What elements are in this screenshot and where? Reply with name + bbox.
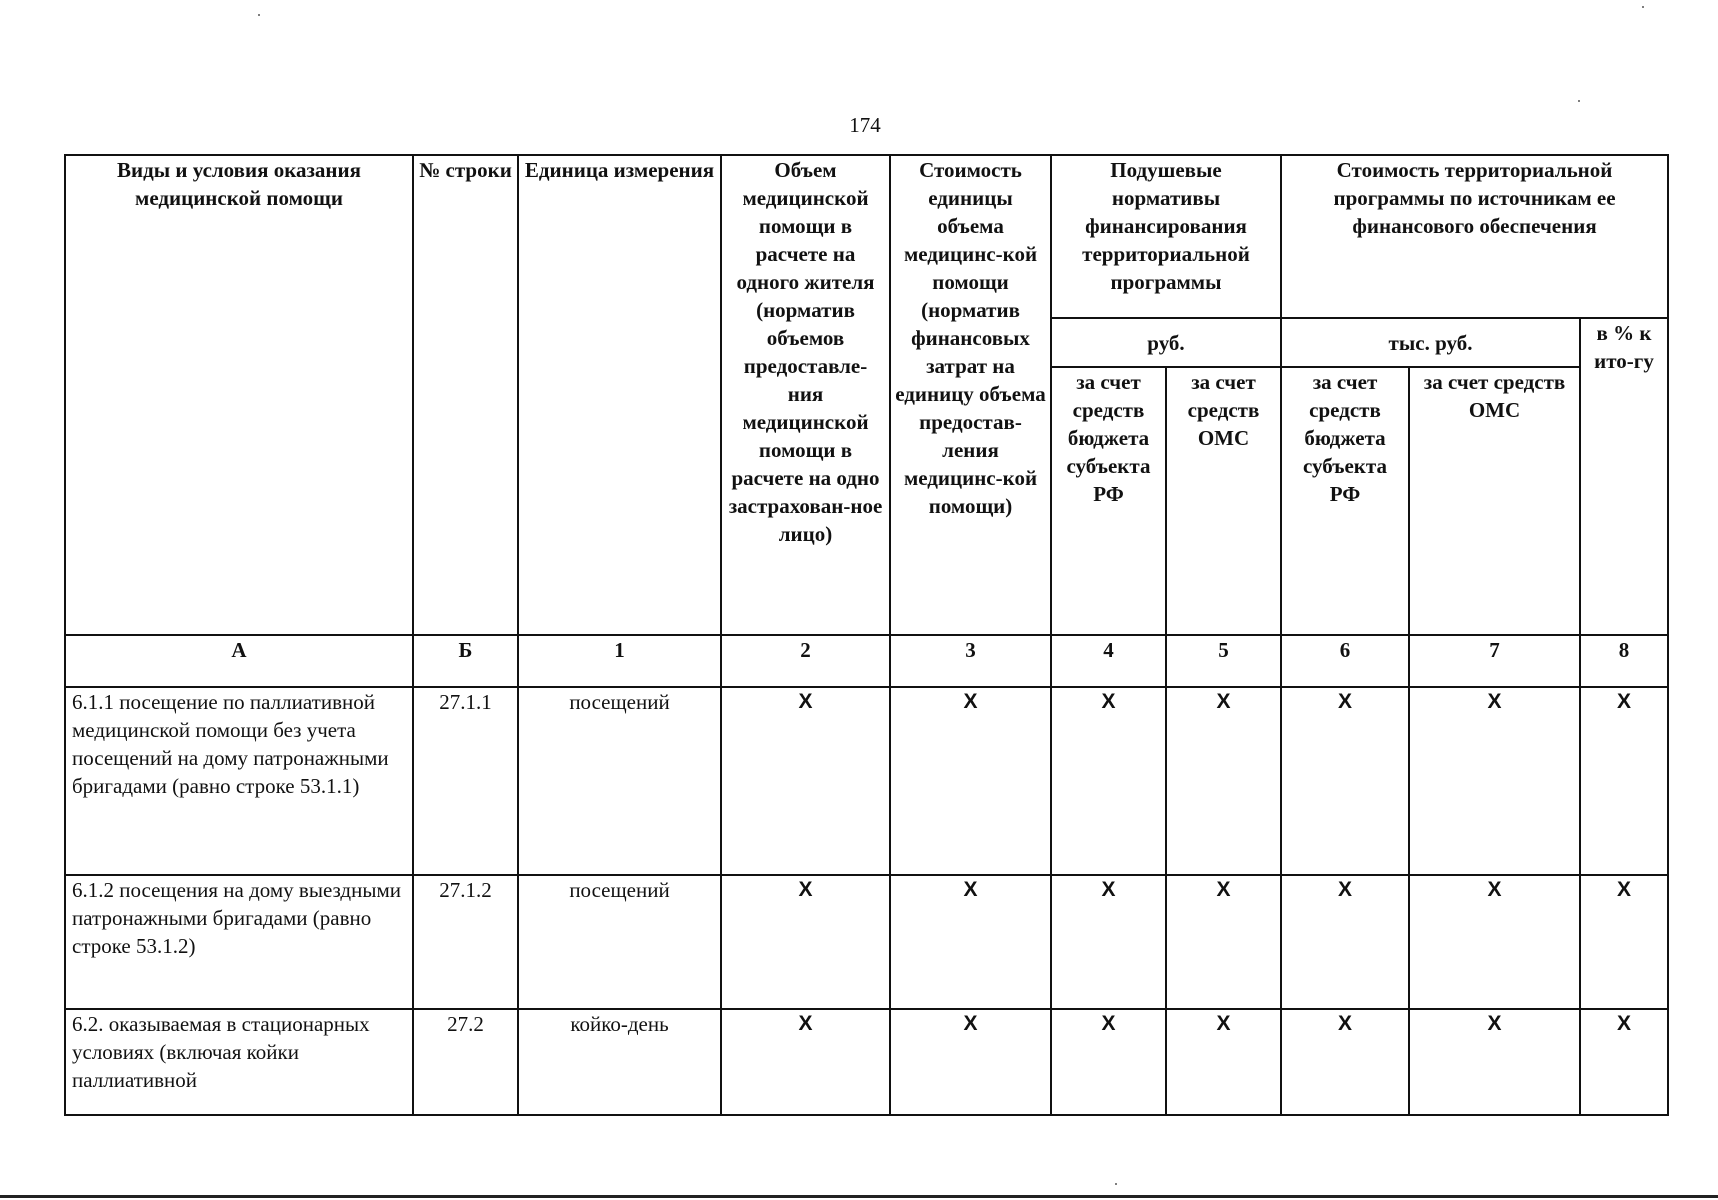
index-cell: 3 (890, 635, 1051, 687)
table-header (65, 155, 1668, 635)
scan-speck (1642, 6, 1644, 8)
value-cell: Х (721, 687, 890, 875)
value-cell: Х (890, 687, 1051, 875)
row-unit: посещений (518, 687, 721, 875)
value-cell: Х (1051, 687, 1166, 875)
row-number: 27.1.2 (413, 875, 518, 1009)
header-volume: Объем медицинской помощи в расчете на одного жителя (норматив объемов предоставле-ния медицинской помощи в расчете на одно застрахован-ное лицо) (721, 155, 890, 635)
header-oms-7: за счет средств ОМС (1409, 367, 1580, 635)
row-number: 27.2 (413, 1009, 518, 1115)
header-budget-rf-6: за счет средств бюджета субъекта РФ (1281, 367, 1409, 635)
header-thous-rub: тыс. руб. (1281, 318, 1580, 367)
value-cell: Х (721, 1009, 890, 1115)
index-cell: 4 (1051, 635, 1166, 687)
row-number: 27.1.1 (413, 687, 518, 875)
value-cell: Х (1166, 1009, 1281, 1115)
row-name: 6.2. оказываемая в стационарных условиях (включая койки паллиативной (65, 1009, 413, 1115)
header-unit: Единица измерения (518, 155, 721, 635)
header-kind: Виды и условия оказания медицинской помощи (65, 155, 413, 635)
header-per-capita: Подушевые нормативы финансирования территориальной программы (1051, 155, 1281, 318)
value-cell: Х (1166, 687, 1281, 875)
value-cell: Х (890, 1009, 1051, 1115)
index-cell: 5 (1166, 635, 1281, 687)
table-row (65, 687, 1668, 875)
value-cell: Х (1051, 875, 1166, 1009)
row-name: 6.1.1 посещение по паллиативной медицинской помощи без учета посещений на дому патронажными бригадами (равно строке 53.1.1) (65, 687, 413, 875)
index-cell: 7 (1409, 635, 1580, 687)
header-program-cost: Стоимость территориальной программы по источникам ее финансового обеспечения (1281, 155, 1668, 318)
value-cell: Х (721, 875, 890, 1009)
value-cell: Х (1409, 1009, 1580, 1115)
column-index-row (65, 635, 1668, 687)
table-row (65, 875, 1668, 1009)
scan-edge (0, 1195, 1718, 1198)
row-name: 6.1.2 посещения на дому выездными патронажными бригадами (равно строке 53.1.2) (65, 875, 413, 1009)
value-cell: Х (1281, 875, 1409, 1009)
value-cell: Х (1281, 1009, 1409, 1115)
scan-speck (1115, 1183, 1117, 1185)
header-row-no: № строки (413, 155, 518, 635)
value-cell: Х (1409, 875, 1580, 1009)
index-cell: 8 (1580, 635, 1668, 687)
row-unit: койко-день (518, 1009, 721, 1115)
value-cell: Х (1580, 1009, 1668, 1115)
index-cell: 1 (518, 635, 721, 687)
row-unit: посещений (518, 875, 721, 1009)
value-cell: Х (1166, 875, 1281, 1009)
value-cell: Х (1580, 875, 1668, 1009)
header-percent: в % к ито-гу (1580, 318, 1668, 635)
header-budget-rf-4: за счет средств бюджета субъекта РФ (1051, 367, 1166, 635)
header-cost: Стоимость единицы объема медицинс-кой помощи (норматив финансовых затрат на единицу объема предостав-ления медицинс-кой помощи) (890, 155, 1051, 635)
value-cell: Х (890, 875, 1051, 1009)
table-row (65, 1009, 1668, 1115)
index-cell: А (65, 635, 413, 687)
financing-table (64, 154, 1669, 1116)
value-cell: Х (1051, 1009, 1166, 1115)
scan-speck (258, 14, 260, 16)
index-cell: 6 (1281, 635, 1409, 687)
value-cell: Х (1580, 687, 1668, 875)
value-cell: Х (1281, 687, 1409, 875)
value-cell: Х (1409, 687, 1580, 875)
index-cell: Б (413, 635, 518, 687)
index-cell: 2 (721, 635, 890, 687)
page-number: 174 (849, 113, 881, 137)
header-oms-5: за счет средств ОМС (1166, 367, 1281, 635)
scan-speck (1578, 100, 1580, 102)
header-rub: руб. (1051, 318, 1281, 367)
